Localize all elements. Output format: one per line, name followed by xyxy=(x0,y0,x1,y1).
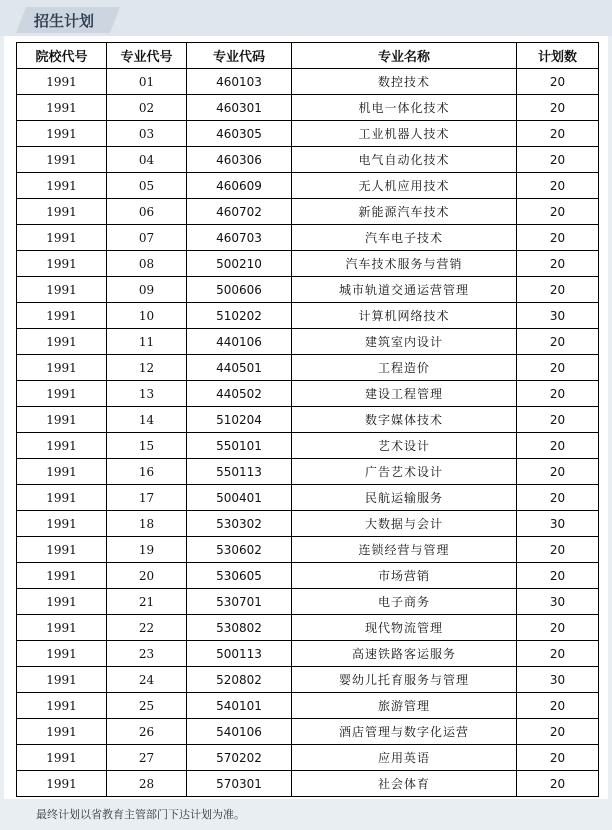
cell-school-code: 1991 xyxy=(17,433,107,459)
cell-plan-count: 20 xyxy=(517,433,599,459)
table-row xyxy=(17,511,599,537)
cell-major-code: 500113 xyxy=(187,641,292,667)
cell-plan-count: 20 xyxy=(517,537,599,563)
cell-major-code: 440501 xyxy=(187,355,292,381)
cell-major-code: 460702 xyxy=(187,199,292,225)
table-row xyxy=(17,355,599,381)
cell-major-code: 510202 xyxy=(187,303,292,329)
cell-major-name: 无人机应用技术 xyxy=(292,173,517,199)
cell-major-no: 08 xyxy=(107,251,187,277)
table-row xyxy=(17,407,599,433)
cell-major-code: 530605 xyxy=(187,563,292,589)
cell-major-name: 数控技术 xyxy=(292,69,517,95)
cell-major-no: 18 xyxy=(107,511,187,537)
cell-school-code: 1991 xyxy=(17,121,107,147)
cell-major-name: 市场营销 xyxy=(292,563,517,589)
table-body xyxy=(17,69,599,797)
table-row xyxy=(17,225,599,251)
cell-major-code: 540106 xyxy=(187,719,292,745)
cell-major-code: 460305 xyxy=(187,121,292,147)
cell-major-name: 计算机网络技术 xyxy=(292,303,517,329)
cell-major-code: 570202 xyxy=(187,745,292,771)
cell-major-no: 05 xyxy=(107,173,187,199)
footnote: 最终计划以省教育主管部门下达计划为准。 xyxy=(36,808,245,821)
cell-school-code: 1991 xyxy=(17,745,107,771)
cell-major-code: 550113 xyxy=(187,459,292,485)
cell-major-code: 510204 xyxy=(187,407,292,433)
table-row xyxy=(17,329,599,355)
cell-major-no: 26 xyxy=(107,719,187,745)
cell-school-code: 1991 xyxy=(17,459,107,485)
cell-major-name: 电子商务 xyxy=(292,589,517,615)
cell-plan-count: 20 xyxy=(517,355,599,381)
cell-major-code: 440106 xyxy=(187,329,292,355)
cell-plan-count: 30 xyxy=(517,589,599,615)
cell-major-code: 460703 xyxy=(187,225,292,251)
cell-major-no: 16 xyxy=(107,459,187,485)
cell-major-name: 大数据与会计 xyxy=(292,511,517,537)
cell-major-name: 建筑室内设计 xyxy=(292,329,517,355)
header-major-no: 专业代号 xyxy=(107,43,187,69)
cell-school-code: 1991 xyxy=(17,251,107,277)
cell-school-code: 1991 xyxy=(17,693,107,719)
table-row xyxy=(17,381,599,407)
cell-school-code: 1991 xyxy=(17,95,107,121)
cell-major-no: 06 xyxy=(107,199,187,225)
cell-major-code: 460306 xyxy=(187,147,292,173)
cell-school-code: 1991 xyxy=(17,225,107,251)
cell-plan-count: 20 xyxy=(517,641,599,667)
cell-major-name: 工程造价 xyxy=(292,355,517,381)
table-row xyxy=(17,251,599,277)
cell-school-code: 1991 xyxy=(17,537,107,563)
cell-major-code: 530302 xyxy=(187,511,292,537)
header-plan-count: 计划数 xyxy=(517,43,599,69)
cell-school-code: 1991 xyxy=(17,199,107,225)
cell-school-code: 1991 xyxy=(17,329,107,355)
cell-plan-count: 20 xyxy=(517,459,599,485)
cell-major-name: 高速铁路客运服务 xyxy=(292,641,517,667)
section-title: 招生计划 xyxy=(34,12,95,30)
cell-major-no: 23 xyxy=(107,641,187,667)
cell-major-code: 570301 xyxy=(187,771,292,797)
cell-plan-count: 20 xyxy=(517,251,599,277)
table-row xyxy=(17,563,599,589)
cell-major-name: 酒店管理与数字化运营 xyxy=(292,719,517,745)
cell-school-code: 1991 xyxy=(17,615,107,641)
cell-plan-count: 20 xyxy=(517,563,599,589)
table-row xyxy=(17,719,599,745)
cell-major-code: 550101 xyxy=(187,433,292,459)
cell-school-code: 1991 xyxy=(17,563,107,589)
cell-major-no: 20 xyxy=(107,563,187,589)
cell-major-no: 27 xyxy=(107,745,187,771)
cell-major-name: 建设工程管理 xyxy=(292,381,517,407)
enrollment-plan-table xyxy=(16,42,599,797)
cell-major-no: 03 xyxy=(107,121,187,147)
cell-major-no: 24 xyxy=(107,667,187,693)
table-header-row xyxy=(17,43,599,69)
table-row xyxy=(17,771,599,797)
table-row xyxy=(17,485,599,511)
cell-major-code: 500401 xyxy=(187,485,292,511)
cell-major-name: 旅游管理 xyxy=(292,693,517,719)
cell-plan-count: 30 xyxy=(517,303,599,329)
cell-plan-count: 20 xyxy=(517,485,599,511)
cell-school-code: 1991 xyxy=(17,277,107,303)
table-row xyxy=(17,433,599,459)
cell-major-name: 新能源汽车技术 xyxy=(292,199,517,225)
cell-plan-count: 20 xyxy=(517,771,599,797)
cell-school-code: 1991 xyxy=(17,69,107,95)
cell-plan-count: 20 xyxy=(517,719,599,745)
cell-plan-count: 20 xyxy=(517,329,599,355)
cell-plan-count: 20 xyxy=(517,121,599,147)
table-row xyxy=(17,147,599,173)
table-row xyxy=(17,615,599,641)
cell-major-name: 数字媒体技术 xyxy=(292,407,517,433)
table-row xyxy=(17,589,599,615)
cell-major-code: 460103 xyxy=(187,69,292,95)
table-row xyxy=(17,277,599,303)
cell-plan-count: 20 xyxy=(517,199,599,225)
cell-school-code: 1991 xyxy=(17,303,107,329)
cell-plan-count: 20 xyxy=(517,173,599,199)
cell-major-name: 婴幼儿托育服务与管理 xyxy=(292,667,517,693)
cell-school-code: 1991 xyxy=(17,407,107,433)
cell-major-code: 540101 xyxy=(187,693,292,719)
cell-major-name: 连锁经营与管理 xyxy=(292,537,517,563)
cell-major-no: 10 xyxy=(107,303,187,329)
cell-major-code: 500210 xyxy=(187,251,292,277)
cell-major-no: 17 xyxy=(107,485,187,511)
cell-major-name: 应用英语 xyxy=(292,745,517,771)
cell-major-no: 02 xyxy=(107,95,187,121)
cell-major-no: 14 xyxy=(107,407,187,433)
cell-major-no: 11 xyxy=(107,329,187,355)
cell-school-code: 1991 xyxy=(17,667,107,693)
table-row xyxy=(17,693,599,719)
cell-school-code: 1991 xyxy=(17,511,107,537)
cell-major-code: 460301 xyxy=(187,95,292,121)
header-major-name: 专业名称 xyxy=(292,43,517,69)
cell-plan-count: 20 xyxy=(517,745,599,771)
cell-major-name: 电气自动化技术 xyxy=(292,147,517,173)
table-row xyxy=(17,641,599,667)
cell-school-code: 1991 xyxy=(17,355,107,381)
cell-school-code: 1991 xyxy=(17,173,107,199)
table-row xyxy=(17,121,599,147)
cell-major-name: 广告艺术设计 xyxy=(292,459,517,485)
cell-major-no: 04 xyxy=(107,147,187,173)
table-row xyxy=(17,537,599,563)
cell-school-code: 1991 xyxy=(17,147,107,173)
cell-major-no: 19 xyxy=(107,537,187,563)
header-major-code: 专业代码 xyxy=(187,43,292,69)
cell-major-name: 社会体育 xyxy=(292,771,517,797)
cell-major-name: 艺术设计 xyxy=(292,433,517,459)
cell-plan-count: 20 xyxy=(517,407,599,433)
cell-major-no: 21 xyxy=(107,589,187,615)
cell-major-name: 工业机器人技术 xyxy=(292,121,517,147)
cell-major-name: 汽车技术服务与营销 xyxy=(292,251,517,277)
cell-plan-count: 20 xyxy=(517,95,599,121)
cell-plan-count: 20 xyxy=(517,277,599,303)
cell-plan-count: 20 xyxy=(517,147,599,173)
cell-major-code: 440502 xyxy=(187,381,292,407)
table-row xyxy=(17,667,599,693)
cell-plan-count: 20 xyxy=(517,615,599,641)
table-row xyxy=(17,303,599,329)
cell-school-code: 1991 xyxy=(17,381,107,407)
cell-major-name: 汽车电子技术 xyxy=(292,225,517,251)
cell-major-name: 机电一体化技术 xyxy=(292,95,517,121)
table-row xyxy=(17,459,599,485)
table-row xyxy=(17,173,599,199)
cell-major-no: 15 xyxy=(107,433,187,459)
cell-major-code: 530602 xyxy=(187,537,292,563)
cell-major-no: 13 xyxy=(107,381,187,407)
cell-school-code: 1991 xyxy=(17,589,107,615)
cell-school-code: 1991 xyxy=(17,771,107,797)
table-row xyxy=(17,199,599,225)
cell-plan-count: 20 xyxy=(517,69,599,95)
cell-major-code: 530802 xyxy=(187,615,292,641)
cell-major-no: 07 xyxy=(107,225,187,251)
cell-major-code: 460609 xyxy=(187,173,292,199)
table-row xyxy=(17,745,599,771)
cell-major-no: 01 xyxy=(107,69,187,95)
cell-plan-count: 30 xyxy=(517,511,599,537)
cell-major-code: 500606 xyxy=(187,277,292,303)
cell-school-code: 1991 xyxy=(17,719,107,745)
cell-plan-count: 20 xyxy=(517,381,599,407)
header-school-code: 院校代号 xyxy=(17,43,107,69)
cell-major-no: 28 xyxy=(107,771,187,797)
cell-major-code: 520802 xyxy=(187,667,292,693)
cell-major-no: 09 xyxy=(107,277,187,303)
cell-major-no: 22 xyxy=(107,615,187,641)
table-row xyxy=(17,69,599,95)
cell-plan-count: 30 xyxy=(517,667,599,693)
cell-major-code: 530701 xyxy=(187,589,292,615)
cell-major-no: 25 xyxy=(107,693,187,719)
table-row xyxy=(17,95,599,121)
cell-plan-count: 20 xyxy=(517,225,599,251)
cell-plan-count: 20 xyxy=(517,693,599,719)
cell-school-code: 1991 xyxy=(17,485,107,511)
cell-major-name: 民航运输服务 xyxy=(292,485,517,511)
cell-major-name: 现代物流管理 xyxy=(292,615,517,641)
cell-major-no: 12 xyxy=(107,355,187,381)
cell-major-name: 城市轨道交通运营管理 xyxy=(292,277,517,303)
cell-school-code: 1991 xyxy=(17,641,107,667)
